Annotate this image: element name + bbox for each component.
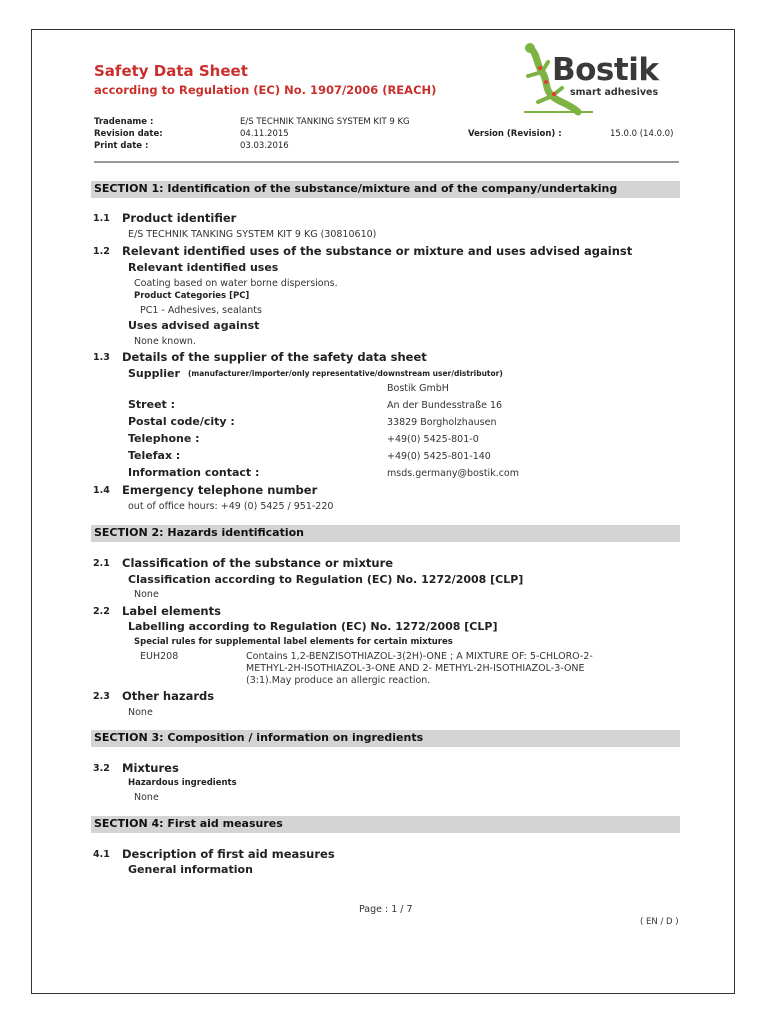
tradename-label: Tradename : <box>94 117 154 127</box>
section-3-bar <box>91 730 680 747</box>
s12-heading: Relevant identified uses of the substance or mixture and uses advised against <box>122 244 633 258</box>
logo-tagline: smart adhesives <box>570 87 659 98</box>
s11-number: 1.1 <box>93 213 110 224</box>
s21-heading: Classification of the substance or mixture <box>122 556 394 570</box>
version-value: 15.0.0 (14.0.0) <box>610 129 674 139</box>
page-number: Page : 1 / 7 <box>359 904 413 915</box>
s12-against-text: None known. <box>134 336 196 347</box>
language-code: ( EN / D ) <box>640 917 679 927</box>
s12-uses-text: Coating based on water borne dispersions. <box>134 278 338 289</box>
section-2-title: SECTION 2: Hazards identification <box>94 526 304 539</box>
print-date-value: 03.03.2016 <box>240 141 289 151</box>
section-1-title: SECTION 1: Identification of the substance/mixture and of the company/undertaking <box>94 182 618 195</box>
s22-number: 2.2 <box>93 606 110 617</box>
version-label: Version (Revision) : <box>468 129 562 139</box>
s23-number: 2.3 <box>93 691 110 702</box>
s22-text-line-1: Contains 1,2-BENZISOTHIAZOL-3(2H)-ONE ; A MIXTURE OF: 5-CHLORO-2- <box>246 651 593 662</box>
s13-telefax-label: Telefax : <box>128 449 181 462</box>
s41-heading: Description of first aid measures <box>122 847 335 861</box>
s13-telephone-label: Telephone : <box>128 432 200 445</box>
section-2-bar <box>91 525 680 542</box>
revision-date-value: 04.11.2015 <box>240 129 289 139</box>
document-subtitle: according to Regulation (EC) No. 1907/2006 (REACH) <box>94 83 437 97</box>
document-title: Safety Data Sheet <box>94 62 248 80</box>
s14-heading: Emergency telephone number <box>122 483 318 497</box>
s22-code: EUH208 <box>140 651 179 662</box>
s12-pc-heading: Product Categories [PC] <box>134 291 250 301</box>
s22-heading: Label elements <box>122 604 221 618</box>
s22-text-line-2: METHYL-2H-ISOTHIAZOL-3-ONE AND 2- METHYL-2H-ISOTHIAZOL-3-ONE <box>246 663 585 674</box>
s11-heading: Product identifier <box>122 211 237 225</box>
s41-sub-heading: General information <box>128 863 253 876</box>
document-page <box>31 29 735 994</box>
s22-sub-heading: Labelling according to Regulation (EC) No. 1272/2008 [CLP] <box>128 620 498 633</box>
s32-sub-heading: Hazardous ingredients <box>128 778 237 788</box>
s23-text: None <box>128 707 153 718</box>
s22-special-heading: Special rules for supplemental label elements for certain mixtures <box>134 637 453 647</box>
section-4-bar <box>91 816 680 833</box>
header-divider <box>94 161 679 163</box>
s13-supplier-note: (manufacturer/importer/only representative/downstream user/distributor) <box>188 369 503 378</box>
s14-text: out of office hours: +49 (0) 5425 / 951-220 <box>128 501 334 512</box>
s13-supplier-heading: Supplier <box>128 367 180 380</box>
logo-brand: Bostik <box>552 52 659 88</box>
s13-contact-email[interactable]: msds.germany@bostik.com <box>387 468 520 479</box>
s21-sub-heading: Classification according to Regulation (EC) No. 1272/2008 [CLP] <box>128 573 524 586</box>
s14-number: 1.4 <box>93 485 110 496</box>
s13-company: Bostik GmbH <box>387 383 449 394</box>
revision-date-label: Revision date: <box>94 129 163 139</box>
tradename-value: E/S TECHNIK TANKING SYSTEM KIT 9 KG <box>240 117 410 127</box>
s13-heading: Details of the supplier of the safety data sheet <box>122 350 427 364</box>
s13-postal-label: Postal code/city : <box>128 415 235 428</box>
section-4-title: SECTION 4: First aid measures <box>94 817 283 830</box>
s32-number: 3.2 <box>93 763 110 774</box>
s32-text: None <box>134 792 159 803</box>
s21-number: 2.1 <box>93 558 110 569</box>
print-date-label: Print date : <box>94 141 149 151</box>
section-1-bar <box>91 181 680 198</box>
s11-text: E/S TECHNIK TANKING SYSTEM KIT 9 KG (30810610) <box>128 229 377 240</box>
s21-text: None <box>134 589 159 600</box>
s13-telefax-value: +49(0) 5425-801-140 <box>387 451 491 462</box>
s32-heading: Mixtures <box>122 761 179 775</box>
s12-uses-heading: Relevant identified uses <box>128 261 279 274</box>
s41-number: 4.1 <box>93 849 110 860</box>
s23-heading: Other hazards <box>122 689 215 703</box>
s13-postal-value: 33829 Borgholzhausen <box>387 417 497 428</box>
s12-against-heading: Uses advised against <box>128 319 260 332</box>
s22-text-line-3: (3:1).May produce an allergic reaction. <box>246 675 431 686</box>
s13-number: 1.3 <box>93 352 110 363</box>
s12-number: 1.2 <box>93 246 110 257</box>
s12-pc-text: PC1 - Adhesives, sealants <box>140 305 262 316</box>
s13-street-value: An der Bundesstraße 16 <box>387 400 503 411</box>
s13-telephone-value: +49(0) 5425-801-0 <box>387 434 479 445</box>
s13-contact-label: Information contact : <box>128 466 260 479</box>
section-3-title: SECTION 3: Composition / information on ingredients <box>94 731 424 744</box>
s13-street-label: Street : <box>128 398 176 411</box>
